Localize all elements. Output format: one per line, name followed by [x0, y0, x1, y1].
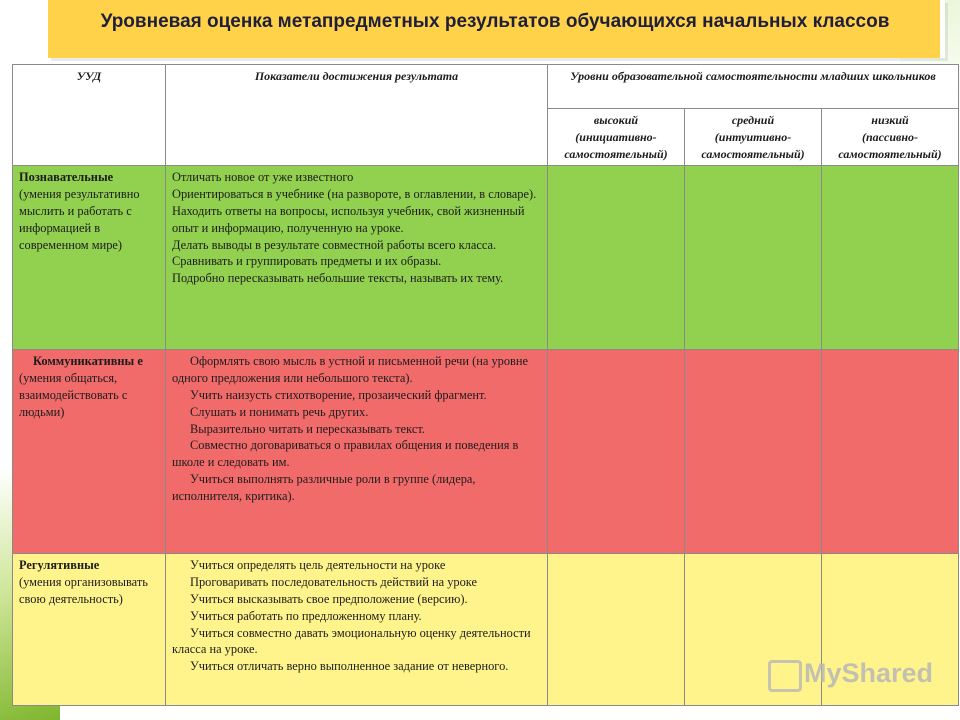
page-title: Уровневая оценка метапредметных результатов обучающихся начальных классов: [100, 11, 890, 32]
category-cell: [13, 166, 166, 350]
level-cell-high[interactable]: [548, 350, 685, 554]
level-desc: (инициативно-самостоятельный): [564, 129, 668, 161]
indicator-item: Проговаривать последовательность действий на уроке: [190, 575, 477, 590]
assessment-table: [12, 64, 959, 706]
indicator-item: Учить наизусть стихотворение, прозаический фрагмент.: [190, 387, 487, 402]
indicator-item: Учиться высказывать свое предположение (версию).: [190, 591, 468, 606]
header-level-low: [822, 109, 959, 166]
level-name: высокий: [593, 113, 639, 127]
indicator-item: Слушать и понимать речь других.: [190, 404, 369, 419]
watermark-logo: [768, 658, 933, 689]
indicator-item: Выразительно читать и пересказывать текст.: [190, 421, 425, 436]
level-cell-medium[interactable]: [685, 350, 822, 554]
level-name: низкий: [871, 113, 909, 127]
level-cell-high[interactable]: [548, 554, 685, 706]
level-desc: (интуитивно-самостоятельный): [701, 129, 805, 161]
indicators-cell: [166, 166, 548, 350]
indicator-item: Подробно пересказывать небольшие тексты, называть их тему.: [172, 271, 504, 286]
header-indicators: Показатели достижения результата: [166, 65, 548, 166]
indicators-cell: [166, 554, 548, 706]
level-cell-high[interactable]: [548, 166, 685, 350]
indicator-item: Сравнивать и группировать предметы и их образы.: [172, 254, 442, 269]
indicator-item: Учиться определять цель деятельности на уроке: [190, 558, 446, 573]
category-desc: (умения результативно мыслить и работать с информацией в современном мире): [19, 187, 140, 252]
indicator-item: Отличать новое от уже известного: [172, 170, 354, 185]
indicator-item: Учиться работать по предложенному плану.: [190, 608, 422, 623]
category-desc: (умения общаться, взаимодействовать с людьми): [19, 371, 128, 419]
indicator-item: Совместно договариваться о правилах общения и поведения в школе и следовать им.: [172, 438, 519, 470]
header-levels: Уровни образовательной самостоятельности младших школьников: [548, 65, 959, 109]
indicator-item: Учиться выполнять различные роли в группе (лидера, исполнителя, критика).: [172, 471, 476, 503]
category-cell: [13, 554, 166, 706]
category-name: Коммуникативны е: [33, 354, 143, 369]
table-row: [13, 350, 959, 554]
indicator-item: Ориентироваться в учебнике (на развороте, в оглавлении, в словаре).: [172, 187, 537, 202]
category-desc: (умения организовывать свою деятельность): [19, 575, 148, 606]
category-name: Познавательные: [19, 170, 114, 185]
level-desc: (пассивно-самостоятельный): [838, 129, 942, 161]
header-uud: УУД: [13, 65, 166, 166]
level-cell-medium[interactable]: [685, 166, 822, 350]
category-name: Регулятивные: [19, 558, 100, 573]
indicators-cell: [166, 350, 548, 554]
header-level-medium: [685, 109, 822, 166]
table-row: [13, 166, 959, 350]
indicator-item: Делать выводы в результате совместной работы всего класса.: [172, 237, 497, 252]
watermark-text: MyShared: [804, 658, 934, 688]
indicator-item: Учиться совместно давать эмоциональную оценку деятельности класса на уроке.: [172, 625, 531, 657]
level-cell-low[interactable]: [822, 166, 959, 350]
level-name: средний: [731, 113, 775, 127]
header-level-high: [548, 109, 685, 166]
indicator-item: Находить ответы на вопросы, используя учебник, свой жизненный опыт и информацию, полученную на уроке.: [172, 203, 525, 235]
indicator-item: Учиться отличать верно выполненное задание от неверного.: [190, 659, 509, 674]
category-cell: [13, 350, 166, 554]
level-cell-low[interactable]: [822, 350, 959, 554]
indicator-item: Оформлять свою мысль в устной и письменной речи (на уровне одного предложения или небольшого текста).: [172, 354, 529, 386]
